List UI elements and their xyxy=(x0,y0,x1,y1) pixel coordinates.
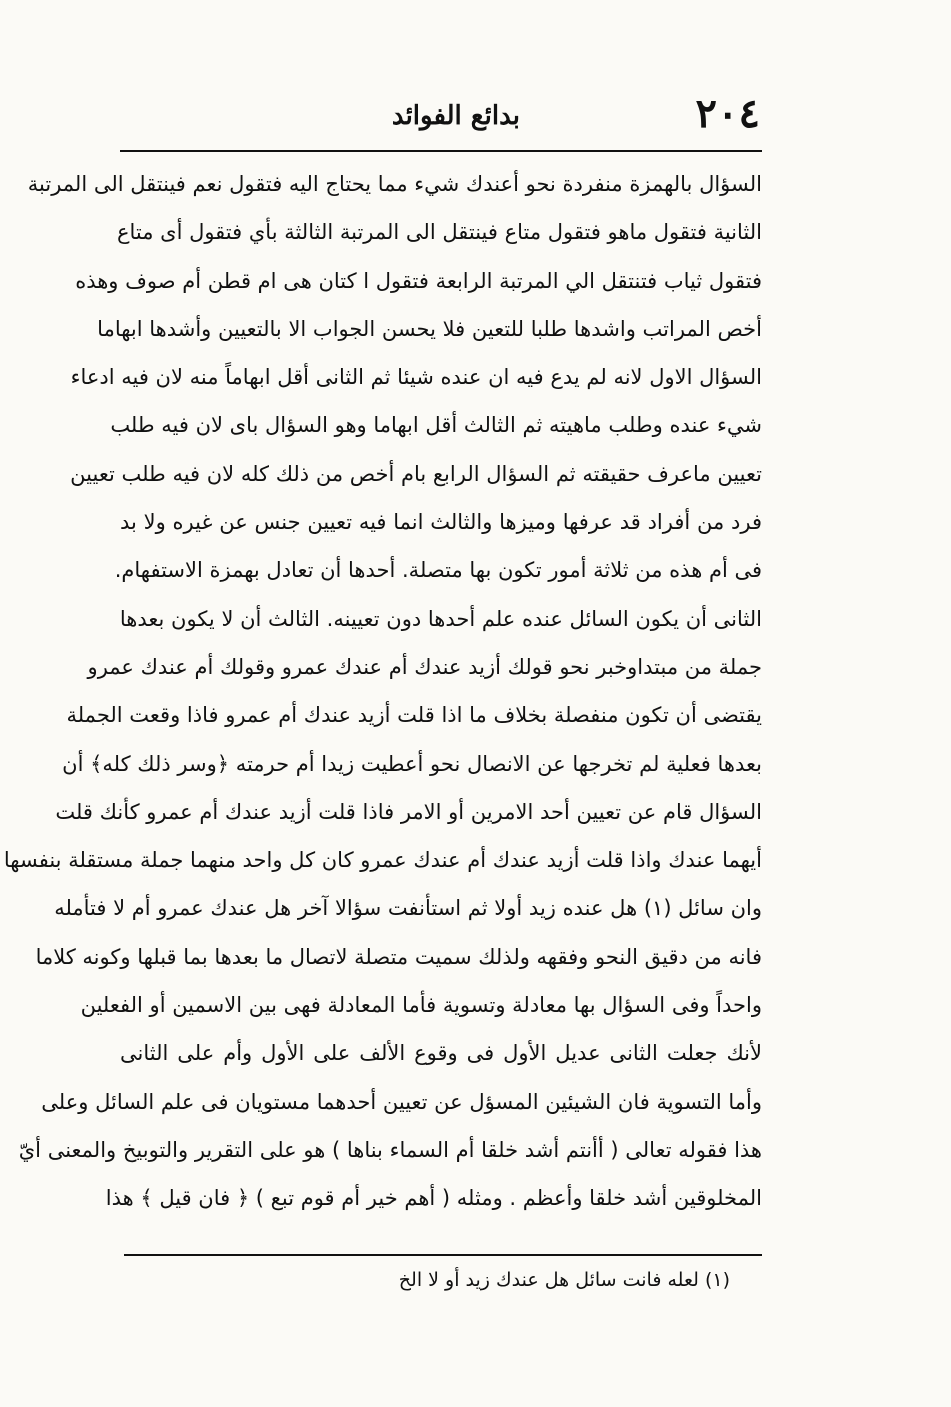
text-line: وأما التسوية فان الشيئين المسؤل عن تعيين أحدهما مستويان فى علم السائل وعلى xyxy=(41,1089,762,1114)
header-rule xyxy=(120,150,762,152)
page-number: ٢٠٤ xyxy=(695,90,760,137)
text-line: واحداً وفى السؤال بها معادلة وتسوية فأما المعادلة فهى بين الاسمين أو الفعلين xyxy=(80,993,762,1018)
text-line: فى أم هذه من ثلاثة أمور تكون بها متصلة. أحدها أن تعادل بهمزة الاستفهام. xyxy=(114,558,762,583)
body-text xyxy=(3,160,762,1223)
text-line: جملة من مبتداوخبر نحو قولك أزيد عندك أم عندك عمرو وقولك أم عندك عمرو xyxy=(87,654,762,679)
text-line: بعدها فعلية لم تخرجها عن الانصال نحو أعطيت زيدا أم حرمته ﴿وسر ذلك كله﴾ أن xyxy=(62,751,762,776)
running-title: بدائع الفوائد xyxy=(391,101,520,131)
text-line: السؤال بالهمزة منفردة نحو أعندك شيء مما يحتاج اليه فتقول نعم فينتقل الى المرتبة xyxy=(27,172,762,196)
text-line: يقتضى أن تكون منفصلة بخلاف ما اذا قلت أزيد عندك أم عمرو فاذا وقعت الجملة xyxy=(66,703,762,728)
text-line: الثانى أن يكون السائل عنده علم أحدها دون تعيينه. الثالث أن لا يكون بعدها xyxy=(119,606,762,631)
text-line: لأنك جعلت الثانى عديل الأول فى وقوع الألف على الأول وأم على الثانى xyxy=(120,1041,762,1066)
page-header xyxy=(120,86,760,156)
text-line: شيء عنده وطلب ماهيته ثم الثالث أقل ابهاما وهو السؤال باى لان فيه طلب xyxy=(110,413,762,438)
text-line: المخلوقين أشد خلقا وأعظم . ومثله ( أهم خير أم قوم تبع ) ﴿ فان قيل ﴾ هذا xyxy=(105,1186,762,1211)
text-line: السؤال قام عن تعيين أحد الامرين أو الامر فاذا قلت أزيد عندك أم عمرو كأنك قلت xyxy=(55,799,762,824)
text-line: تعيين ماعرف حقيقته ثم السؤال الرابع بام أخص من ذلك كله لان فيه طلب تعيين xyxy=(70,461,762,486)
text-line: فتقول ثياب فتنتقل الي المرتبة الرابعة فتقول ا كتان هى ام قطن أم صوف وهذه xyxy=(75,268,762,293)
footnote-rule xyxy=(124,1254,762,1256)
footnote: (١) لعله فانت سائل هل عندك زيد أو لا الخ xyxy=(398,1269,730,1291)
text-line: هذا فقوله تعالى ( أأنتم أشد خلقا أم السماء بناها ) هو على التقرير والتوبيخ والمعنى أيّ xyxy=(18,1137,762,1162)
text-line: فرد من أفراد قد عرفها وميزها والثالث انما فيه تعيين جنس عن غيره ولا بد xyxy=(120,510,762,535)
text-line: أخص المراتب واشدها طلبا للتعين فلا يحسن الجواب الا بالتعيين وأشدها ابهاما xyxy=(97,316,762,341)
text-line: السؤال الاول لانه لم يدع فيه ان عنده شيئا ثم الثانى أقل ابهاماً منه لان فيه ادعاء xyxy=(70,365,762,390)
text-line: الثانية فتقول ماهو فتقول متاع فينتقل الى المرتبة الثالثة بأي فتقول أى متاع xyxy=(116,220,762,245)
text-line: فانه من دقيق النحو وفقهه ولذلك سميت متصلة لاتصال ما بعدها بما قبلها وكونه كلاما xyxy=(35,944,762,969)
text-line: أيهما عندك واذا قلت أزيد عندك أم عندك عمرو كان كل واحد منهما جملة مستقلة بنفسها xyxy=(3,848,762,873)
text-line: وان سائل (١) هل عنده زيد أولا ثم استأنفت سؤالا آخر هل عندك عمرو أم لا فتأمله xyxy=(54,896,762,921)
